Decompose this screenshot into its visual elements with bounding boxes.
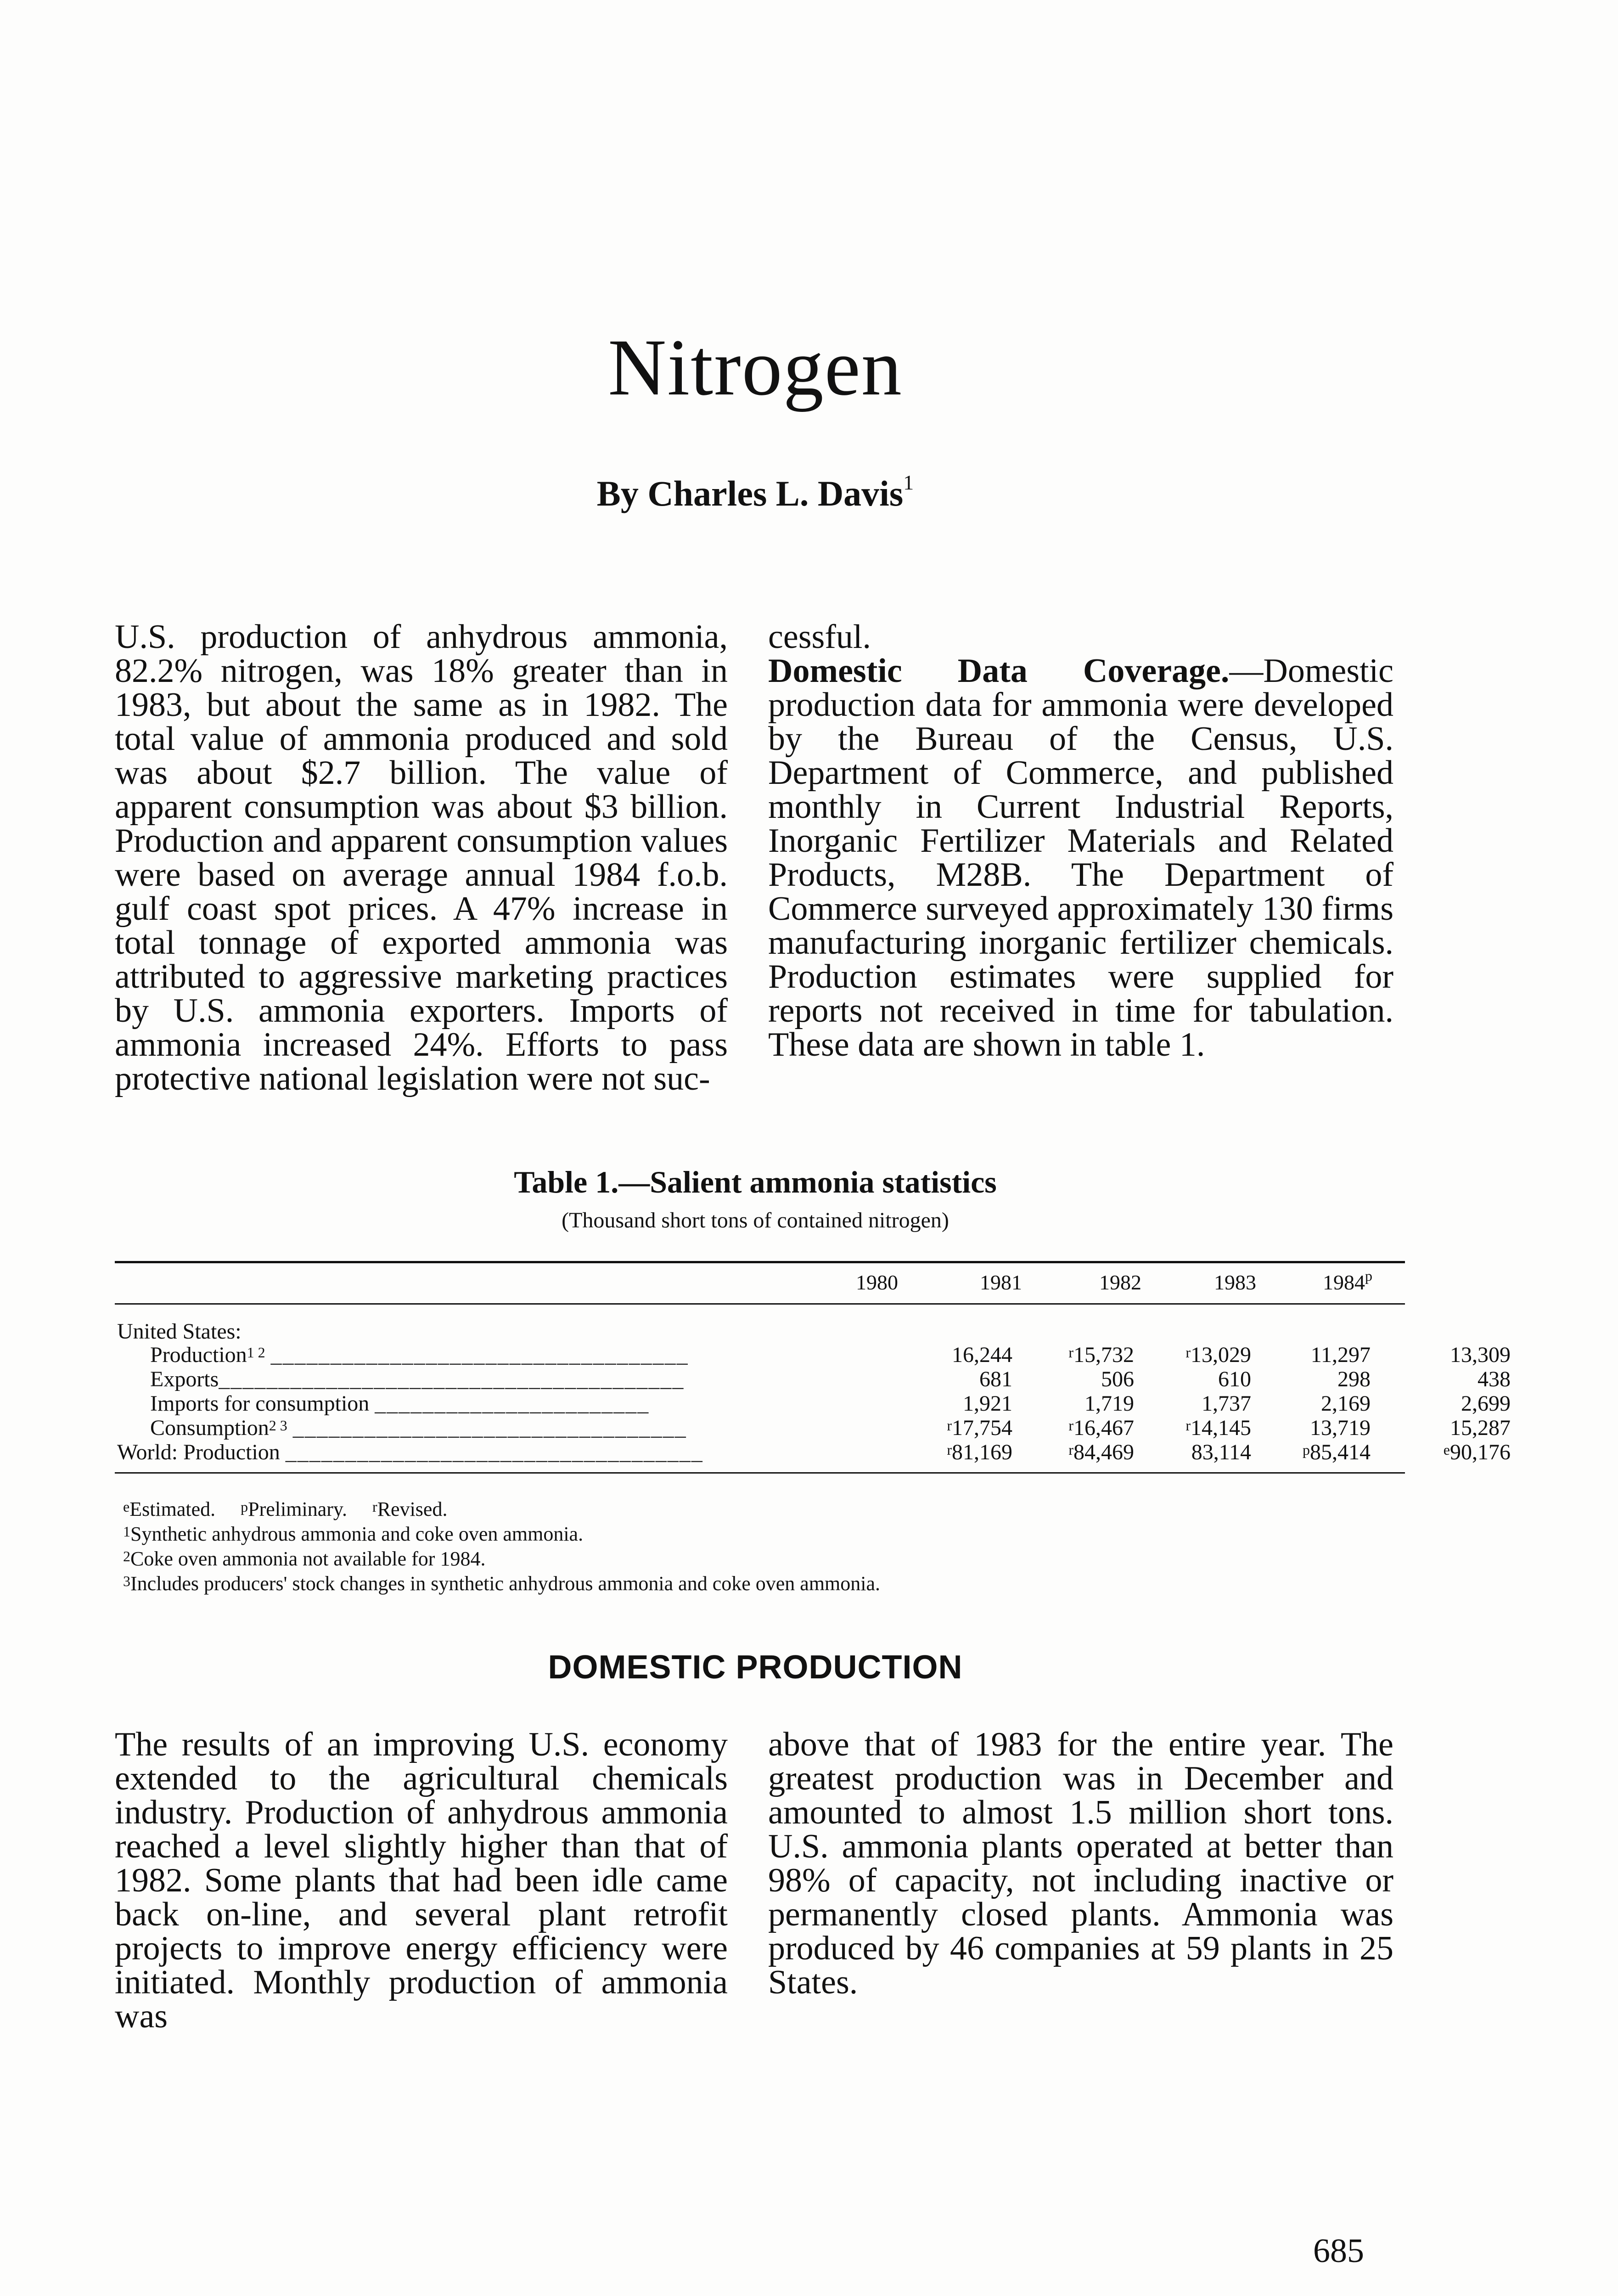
table-cell: 15,732: [1073, 1343, 1134, 1367]
table-subtitle: (Thousand short tons of contained nitrogen): [562, 1208, 949, 1232]
legend-estimated: Estimated.: [129, 1498, 216, 1520]
table-cell: 438: [1478, 1367, 1511, 1391]
table-cell: 610: [1218, 1367, 1251, 1391]
year-header: 1982: [1099, 1271, 1141, 1294]
year-header: 1980: [856, 1271, 898, 1294]
table-cell: 17,754: [952, 1416, 1012, 1440]
table-cell: 1,737: [1202, 1391, 1251, 1416]
section-right-paragraph: above that of 1983 for the entire year. The greatest production was in December and amounted to almost 1.5 million short tons. U.S. ammonia plants operated at better than 98% of capacity, not including inactive or permanently closed plants. Ammonia was produced by 46 companies at 59 plants in 25 States.: [768, 1726, 1393, 2001]
preliminary-flag: p: [1365, 1267, 1372, 1284]
table-cell: 1,921: [963, 1391, 1012, 1416]
data-coverage-paragraph: [768, 654, 1393, 1062]
table-header: [0, 1267, 1618, 1298]
intro-right-column: [768, 620, 1393, 1062]
table-row: Consumption$^{2 3}$ _________________________________ $^r$17,754 $^r$16,467 $^r$14,145 13,719 15,287: [150, 1416, 1511, 1440]
table-cell: 2,699: [1461, 1391, 1511, 1416]
table-row: Production$^{1 2}$ ___________________________________ 16,244 $^r$15,732 $^r$13,029 11,297 13,309: [150, 1343, 1511, 1367]
table-cell: 16,467: [1073, 1416, 1134, 1440]
footnote: $^3$Includes producers' stock changes in synthetic anhydrous ammonia and coke oven ammonia.: [123, 1572, 881, 1595]
byline: [0, 473, 1511, 514]
table-cell: 83,114: [1191, 1440, 1251, 1464]
table-caption: Table 1.—Salient ammonia statistics: [514, 1165, 997, 1199]
table-row: Imports for consumption _______________________ 1,921 1,719 1,737 2,169 2,699: [150, 1391, 1511, 1416]
legend-preliminary: Preliminary.: [248, 1498, 348, 1520]
section-left-column: [115, 1728, 728, 2033]
row-label: World: Production: [117, 1440, 280, 1464]
table-row: World: Production ___________________________________ $^r$81,169 $^r$84,469 83,114 $^p$85,414 $^e$90,176: [117, 1440, 1511, 1464]
table-cell: 13,719: [1310, 1416, 1371, 1440]
page-number: 685: [1313, 2232, 1364, 2270]
page-title: Nitrogen: [608, 323, 903, 412]
group-label: United States:: [117, 1319, 242, 1344]
table-cell: 84,469: [1073, 1440, 1134, 1464]
row-label: Production: [150, 1343, 247, 1367]
row-label: Exports: [150, 1367, 219, 1391]
table-header-rule: [115, 1303, 1405, 1305]
table-cell: 85,414: [1310, 1440, 1371, 1464]
footnote: $^1$Synthetic anhydrous ammonia and coke oven ammonia.: [123, 1523, 584, 1545]
year-header: 1981: [980, 1271, 1022, 1294]
table-row: Exports_______________________________________ 681 506 610 298 438: [150, 1367, 1511, 1391]
table-cell: 298: [1337, 1367, 1371, 1391]
data-coverage-heading: Domestic Data Coverage.: [768, 652, 1230, 690]
table-legend: $^e$Estimated. $^p$Preliminary. $^r$Revised.: [123, 1498, 448, 1520]
table-cell: 1,719: [1084, 1391, 1134, 1416]
table-cell: 15,287: [1450, 1416, 1511, 1440]
table-cell: 14,145: [1191, 1416, 1251, 1440]
table-cell: 16,244: [952, 1343, 1012, 1367]
table-cell: 2,169: [1321, 1391, 1371, 1416]
table-cell: 81,169: [952, 1440, 1012, 1464]
table-cell: 11,297: [1310, 1343, 1371, 1367]
section-left-paragraph: The results of an improving U.S. economy extended to the agricultural chemicals industry. Production of anhydrous ammonia reached a level slightly higher than that of 1982. Some plants that had been idle came back on-line, and several plant retrofit projects to improve energy efficiency were initiated. Monthly production of ammonia was: [115, 1726, 728, 2035]
footnote: $^2$Coke oven ammonia not available for 1984.: [123, 1548, 486, 1570]
intro-left-column: [115, 620, 728, 1096]
year-header: 1984$^p$: [1323, 1267, 1372, 1294]
section-right-column: [768, 1728, 1393, 1999]
intro-left-paragraph: U.S. production of anhydrous ammonia, 82.2% nitrogen, was 18% greater than in 1983, but about the same as in 1982. The total value of ammonia produced and sold was about $2.7 billion. The value of apparent consumption was about $3 billion. Production and apparent consumption values were based on average annual 1984 f.o.b. gulf coast spot prices. A 47% increase in total tonnage of exported ammonia was attributed to aggressive marketing practices by U.S. ammonia exporters. Imports of ammonia increased 24%. Efforts to pass protective national legislation were not suc-: [115, 618, 728, 1097]
table-bottom-rule: [115, 1472, 1405, 1474]
author-footnote-mark: 1: [903, 471, 914, 494]
section-heading: DOMESTIC PRODUCTION: [548, 1649, 963, 1686]
year-header: 1983: [1214, 1271, 1256, 1294]
data-coverage-body: —Domestic production data for ammonia were developed by the Bureau of the Census, U.S. Department of Commerce, and published monthly in Current Industrial Reports, Inorganic Fertilizer Materials and Related Products, M28B. The Department of Commerce surveyed approximately 130 firms manufacturing inorganic fertilizer chemicals. Production estimates were supplied for reports not received in time for tabulation. These data are shown in table 1.: [768, 652, 1393, 1064]
table-cell: 681: [979, 1367, 1012, 1391]
table-top-rule: [115, 1261, 1405, 1263]
table-cell: 13,309: [1450, 1343, 1511, 1367]
row-label: Consumption: [150, 1416, 269, 1440]
row-label: Imports for consumption: [150, 1391, 370, 1416]
author-name: By Charles L. Davis: [596, 473, 904, 513]
intro-right-continuation: cessful.: [768, 618, 871, 656]
table-cell: 13,029: [1191, 1343, 1251, 1367]
legend-revised: Revised.: [377, 1498, 448, 1520]
table-cell: 506: [1101, 1367, 1134, 1391]
table-cell: 90,176: [1450, 1440, 1511, 1464]
